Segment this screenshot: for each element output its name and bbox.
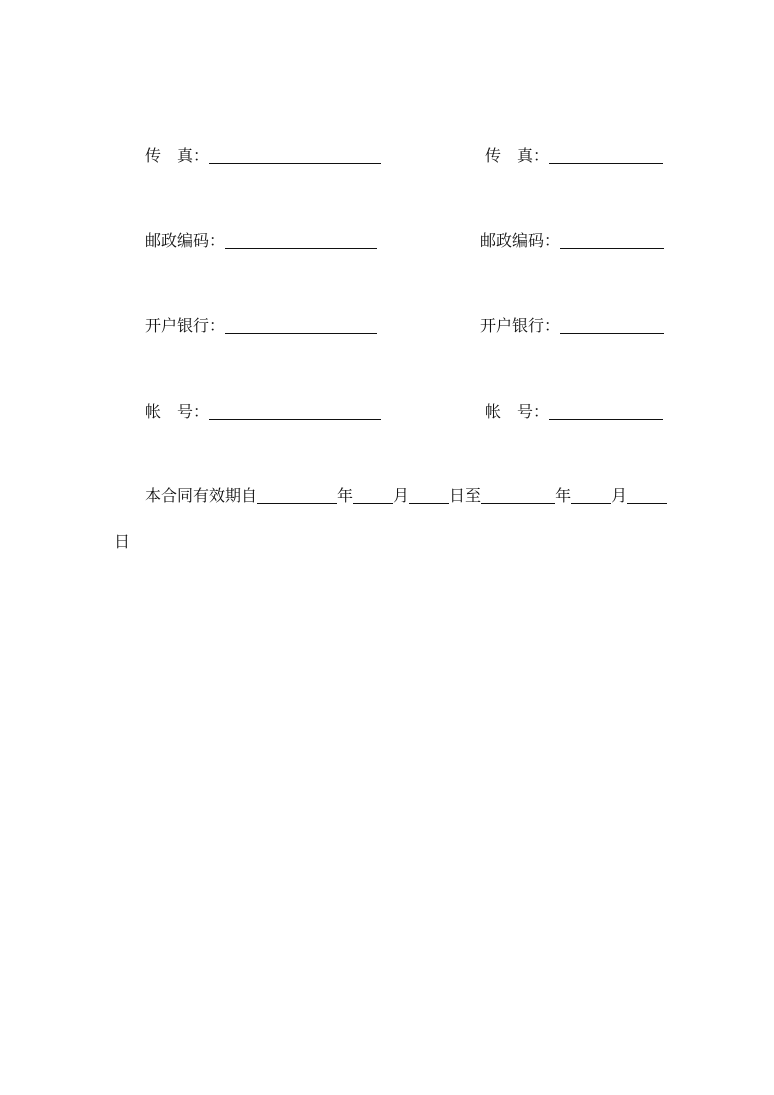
left-account-blank[interactable]: [209, 403, 381, 420]
left-postal-field: [145, 231, 377, 251]
end-month-blank[interactable]: [571, 487, 611, 504]
left-fax-blank[interactable]: [209, 147, 381, 164]
validity-month-2: 月: [611, 486, 628, 505]
right-postal-label: 邮政编码：: [480, 231, 561, 250]
start-day-blank[interactable]: [409, 487, 449, 504]
right-postal-field: [480, 231, 664, 251]
validity-day-2: 日: [114, 532, 131, 551]
left-bank-blank[interactable]: [225, 317, 377, 334]
left-fax-label: 传 真：: [145, 146, 210, 165]
right-bank-blank[interactable]: [560, 317, 664, 334]
left-account-field: [145, 402, 381, 422]
end-year-blank[interactable]: [481, 487, 555, 504]
end-day-blank[interactable]: [627, 487, 667, 504]
left-bank-field: [145, 316, 377, 336]
validity-year-1: 年: [337, 486, 354, 505]
validity-period: [145, 486, 667, 506]
start-year-blank[interactable]: [257, 487, 337, 504]
right-fax-label: 传 真：: [485, 146, 550, 165]
right-account-blank[interactable]: [549, 403, 663, 420]
left-postal-blank[interactable]: [225, 232, 377, 249]
right-account-field: [485, 402, 663, 422]
start-month-blank[interactable]: [353, 487, 393, 504]
validity-year-2: 年: [555, 486, 572, 505]
left-postal-label: 邮政编码：: [145, 231, 226, 250]
left-bank-label: 开户银行：: [145, 316, 226, 335]
right-bank-field: [480, 316, 664, 336]
left-fax-field: [145, 146, 381, 166]
validity-month-1: 月: [393, 486, 410, 505]
left-account-label: 帐 号：: [145, 402, 210, 421]
right-account-label: 帐 号：: [485, 402, 550, 421]
validity-day-to: 日至: [449, 486, 482, 505]
right-postal-blank[interactable]: [560, 232, 664, 249]
right-fax-field: [485, 146, 663, 166]
validity-prefix: 本合同有效期自: [145, 486, 258, 505]
right-bank-label: 开户银行：: [480, 316, 561, 335]
right-fax-blank[interactable]: [549, 147, 663, 164]
